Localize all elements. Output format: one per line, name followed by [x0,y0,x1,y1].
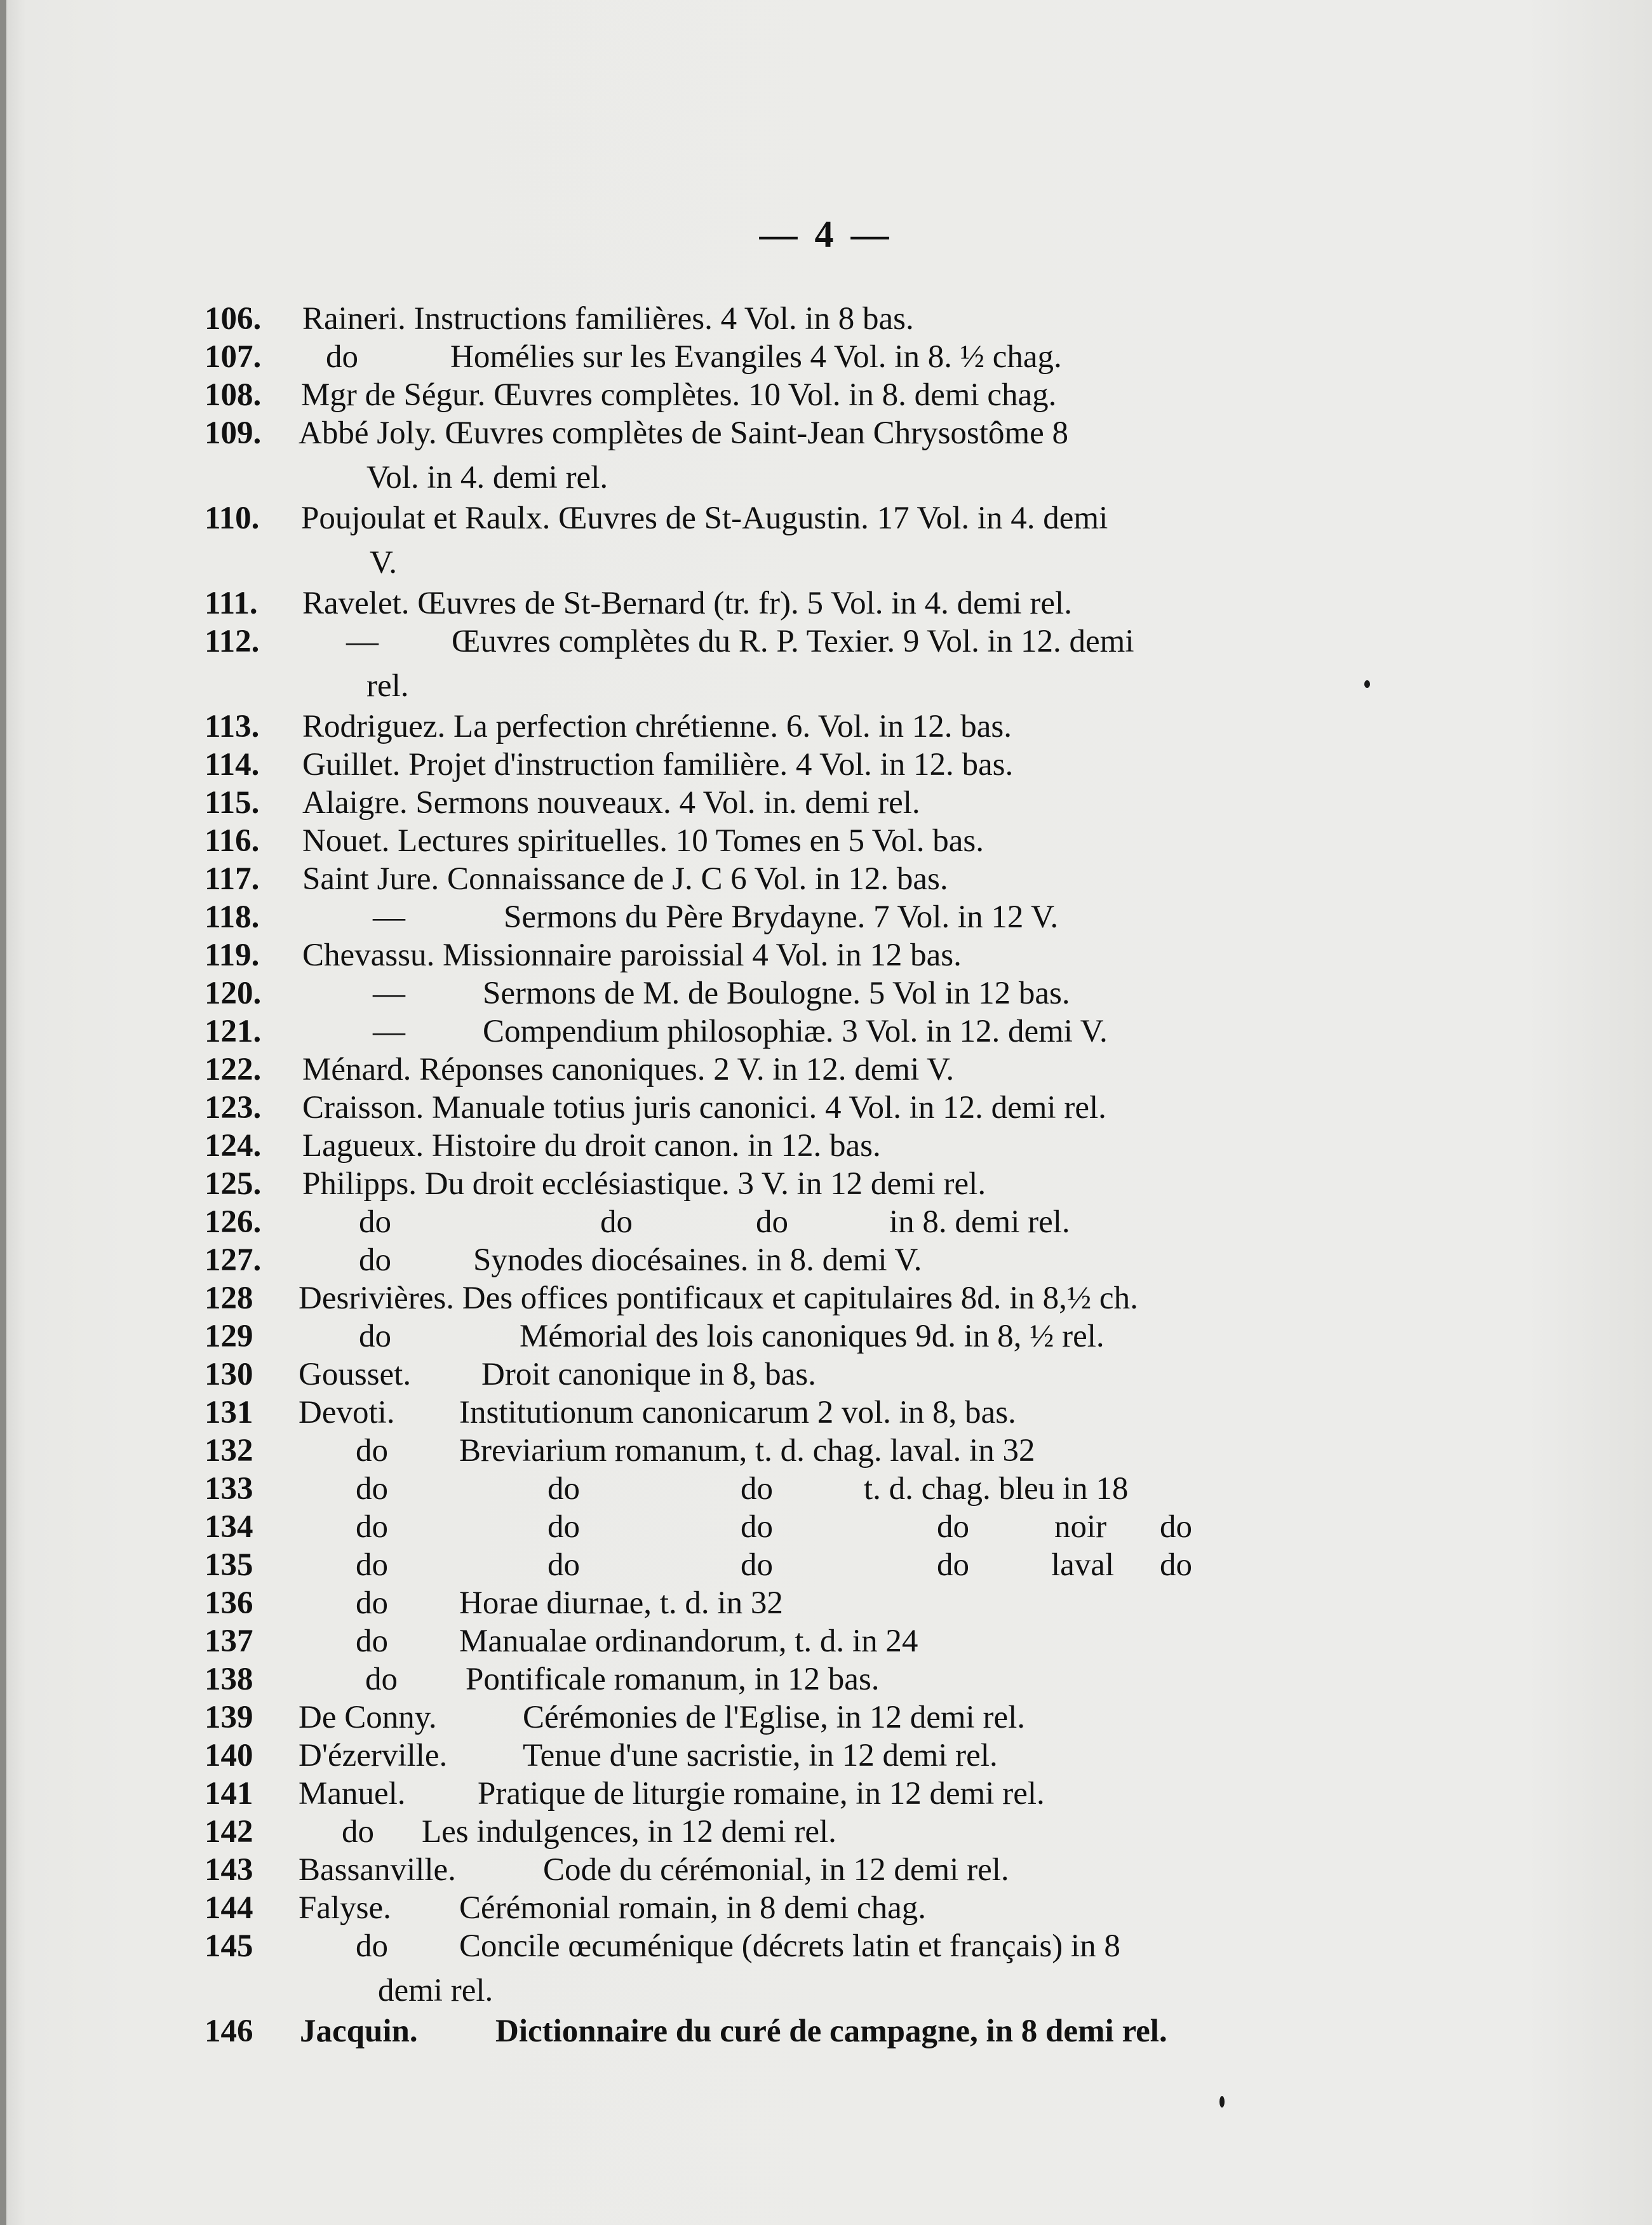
entry-text: Cérémonial romain, in 8 demi chag. [459,1890,927,1926]
catalogue-entry [0,2012,1652,2050]
catalogue-entry [0,1584,1652,1622]
entry-text: Guillet. Projet d'instruction familière. 4 Vol. in 12. bas. [302,747,1014,783]
entry-text-continued: V. [370,545,398,581]
entry-ditto: do [356,1471,388,1507]
entry-number: 135 [205,1547,253,1583]
catalogue-entry [0,898,1652,936]
entry-text: Institutionum canonicarum 2 vol. in 8, bas. [459,1395,1016,1430]
entry-number: 139 [205,1700,253,1735]
entry-ditto: do [547,1547,580,1583]
entry-ditto: do [356,1433,388,1469]
entry-text: Droit canonique in 8, bas. [481,1357,816,1392]
entry-ditto: do [359,1319,391,1354]
catalogue-entry [0,1927,1652,2012]
catalogue-entry [0,1432,1652,1470]
entry-ditto-dash: — [373,1014,405,1049]
entry-text: Homélies sur les Evangiles 4 Vol. in 8. ½ chag. [450,339,1062,375]
entry-ditto: do [600,1204,633,1240]
entry-author: Bassanville. [299,1852,456,1888]
entry-number: 129 [205,1319,253,1354]
entry-author: Gousset. [299,1357,412,1392]
entry-ditto: do [547,1471,580,1507]
entry-text: Synodes diocésaines. in 8. demi V. [473,1242,922,1278]
entry-text: laval [1051,1547,1115,1583]
entry-number: 130 [205,1357,253,1392]
entry-text: Alaigre. Sermons nouveaux. 4 Vol. in. demi rel. [302,785,920,821]
catalogue-entry [0,1241,1652,1279]
catalogue-entry [0,1660,1652,1698]
entry-text: Horae diurnae, t. d. in 32 [459,1585,783,1621]
entry-ditto: do [326,339,358,375]
entry-text-continued: rel. [366,668,409,704]
entry-text: Poujoulat et Raulx. Œuvres de St-Augustin. 17 Vol. in 4. demi [301,501,1108,536]
entry-ditto: do [741,1547,773,1583]
entry-author: Manuel. [299,1776,406,1812]
catalogue-entry [0,1508,1652,1546]
entry-text: Raineri. Instructions familières. 4 Vol. in 8 bas. [302,301,914,337]
entry-number: 127. [205,1242,262,1278]
catalogue-entry [0,708,1652,746]
catalogue-entry [0,1012,1652,1051]
entry-number: 141 [205,1776,253,1812]
entry-number: 144 [205,1890,253,1926]
entry-text: Philipps. Du droit ecclésiastique. 3 V. in 12 demi rel. [302,1166,986,1202]
entry-text: Sermons du Père Brydayne. 7 Vol. in 12 V. [504,899,1059,935]
catalogue-entry [0,860,1652,898]
entry-number: 120. [205,976,262,1011]
entry-ditto: do [365,1662,398,1697]
catalogue-list [0,300,1652,2050]
entry-text: Code du cérémonial, in 12 demi rel. [543,1852,1009,1888]
catalogue-entry [0,1698,1652,1737]
entry-text: Sermons de M. de Boulogne. 5 Vol in 12 bas. [483,976,1070,1011]
entry-ditto: do [1160,1509,1192,1545]
catalogue-entry [0,300,1652,338]
catalogue-entry [0,584,1652,622]
catalogue-entry [0,1165,1652,1203]
entry-ditto-dash: — [373,899,405,935]
entry-text: Lagueux. Histoire du droit canon. in 12. bas. [302,1128,881,1164]
entry-text: Mgr de Ségur. Œuvres complètes. 10 Vol. in 8. demi chag. [301,377,1057,413]
catalogue-entry [0,1470,1652,1508]
catalogue-entry [0,1317,1652,1355]
entry-ditto: do [359,1242,391,1278]
catalogue-entry [0,1813,1652,1851]
entry-text: Abbé Joly. Œuvres complètes de Saint-Jean Chrysostôme 8 [299,415,1068,451]
entry-number: 136 [205,1585,253,1621]
entry-number: 131 [205,1395,253,1430]
entry-ditto-dash: — [373,976,405,1011]
entry-text: Nouet. Lectures spirituelles. 10 Tomes en 5 Vol. bas. [302,823,984,859]
catalogue-entry [0,376,1652,414]
entry-number: 140 [205,1738,253,1773]
entry-author: Jacquin. [300,2013,418,2049]
entry-text: Pontificale romanum, in 12 bas. [466,1662,880,1697]
ink-speck [1364,680,1370,688]
entry-author: De Conny. [299,1700,437,1735]
catalogue-entry [0,936,1652,974]
entry-number: 123. [205,1090,262,1126]
catalogue-entry [0,1622,1652,1660]
entry-text: noir [1054,1509,1107,1545]
catalogue-entry [0,1279,1652,1317]
entry-ditto: do [741,1471,773,1507]
entry-ditto: do [741,1509,773,1545]
entry-number: 107. [205,339,262,375]
entry-text-continued: demi rel. [378,1973,494,2008]
entry-ditto: do [756,1204,788,1240]
entry-number: 118. [205,899,260,935]
entry-ditto: do [359,1204,391,1240]
entry-text: Cérémonies de l'Eglise, in 12 demi rel. [523,1700,1025,1735]
entry-text: Œuvres complètes du R. P. Texier. 9 Vol. in 12. demi [452,624,1134,659]
catalogue-entry [0,1127,1652,1165]
catalogue-entry [0,1089,1652,1127]
entry-ditto: do [356,1585,388,1621]
entry-number: 124. [205,1128,262,1164]
catalogue-entry [0,1737,1652,1775]
entry-text: Desrivières. Des offices pontificaux et capitulaires 8d. in 8,½ ch. [299,1281,1138,1316]
entry-number: 110. [205,501,260,536]
entry-number: 119. [205,938,260,973]
entry-number: 114. [205,747,260,783]
ink-speck [1219,2096,1225,2107]
entry-number: 116. [205,823,260,859]
entry-ditto: do [356,1928,388,1964]
entry-number: 111. [205,586,258,621]
entry-number: 146 [205,2013,253,2049]
entry-ditto: do [1160,1547,1192,1583]
entry-ditto-dash: — [346,624,379,659]
entry-text: Saint Jure. Connaissance de J. C 6 Vol. in 12. bas. [302,861,948,897]
entry-number: 115. [205,785,260,821]
entry-number: 106. [205,301,262,337]
entry-number: 122. [205,1052,262,1087]
entry-text: Chevassu. Missionnaire paroissial 4 Vol. in 12 bas. [302,938,962,973]
entry-number: 108. [205,377,262,413]
catalogue-entry [0,1889,1652,1927]
catalogue-entry [0,1355,1652,1394]
entry-number: 133 [205,1471,253,1507]
entry-text-continued: Vol. in 4. demi rel. [366,460,608,495]
catalogue-entry [0,1851,1652,1889]
entry-number: 137 [205,1623,253,1659]
catalogue-entry [0,1546,1652,1584]
catalogue-entry [0,974,1652,1012]
entry-number: 125. [205,1166,262,1202]
entry-ditto: do [547,1509,580,1545]
entry-text: Breviarium romanum, t. d. chag. laval. in 32 [459,1433,1035,1469]
entry-number: 143 [205,1852,253,1888]
entry-ditto: do [356,1547,388,1583]
catalogue-entry [0,1394,1652,1432]
catalogue-entry [0,822,1652,860]
entry-author: Devoti. [299,1395,395,1430]
entry-author: D'ézerville. [299,1738,448,1773]
entry-number: 134 [205,1509,253,1545]
entry-text: t. d. chag. bleu in 18 [864,1471,1129,1507]
catalogue-entry [0,1203,1652,1241]
entry-text: Mémorial des lois canoniques 9d. in 8, ½ rel. [520,1319,1105,1354]
entry-number: 138 [205,1662,253,1697]
catalogue-entry [0,784,1652,822]
entry-ditto: do [937,1509,969,1545]
catalogue-entry [0,338,1652,376]
page-number: — 4 — [759,213,893,255]
entry-number: 126. [205,1204,262,1240]
entry-text: Compendium philosophiæ. 3 Vol. in 12. demi V. [483,1014,1108,1049]
entry-text: Manualae ordinandorum, t. d. in 24 [459,1623,918,1659]
entry-text: Pratique de liturgie romaine, in 12 demi rel. [478,1776,1045,1812]
entry-number: 142 [205,1814,253,1850]
entry-text: Dictionnaire du curé de campagne, in 8 demi rel. [495,2013,1167,2049]
catalogue-entry [0,1051,1652,1089]
catalogue-entry [0,414,1652,499]
entry-number: 132 [205,1433,253,1469]
entry-text: Craisson. Manuale totius juris canonici. 4 Vol. in 12. demi rel. [302,1090,1106,1126]
entry-number: 109. [205,415,262,451]
entry-text: Les indulgences, in 12 demi rel. [422,1814,836,1850]
catalogue-entry [0,499,1652,584]
entry-text: Tenue d'une sacristie, in 12 demi rel. [523,1738,998,1773]
entry-number: 128 [205,1281,253,1316]
entry-ditto: do [342,1814,374,1850]
catalogue-entry [0,1775,1652,1813]
entry-ditto: do [937,1547,969,1583]
catalogue-entry [0,746,1652,784]
entry-text: in 8. demi rel. [889,1204,1070,1240]
entry-text: Concile œcuménique (décrets latin et français) in 8 [459,1928,1120,1964]
entry-text: Rodriguez. La perfection chrétienne. 6. Vol. in 12. bas. [302,709,1012,744]
entry-number: 117. [205,861,260,897]
entry-text: Ménard. Réponses canoniques. 2 V. in 12. demi V. [302,1052,955,1087]
entry-number: 145 [205,1928,253,1964]
entry-text: Ravelet. Œuvres de St-Bernard (tr. fr). 5 Vol. in 4. demi rel. [302,586,1072,621]
entry-ditto: do [356,1509,388,1545]
catalogue-entry [0,622,1652,708]
entry-author: Falyse. [299,1890,391,1926]
entry-ditto: do [356,1623,388,1659]
entry-number: 113. [205,709,260,744]
entry-number: 112. [205,624,260,659]
entry-number: 121. [205,1014,262,1049]
